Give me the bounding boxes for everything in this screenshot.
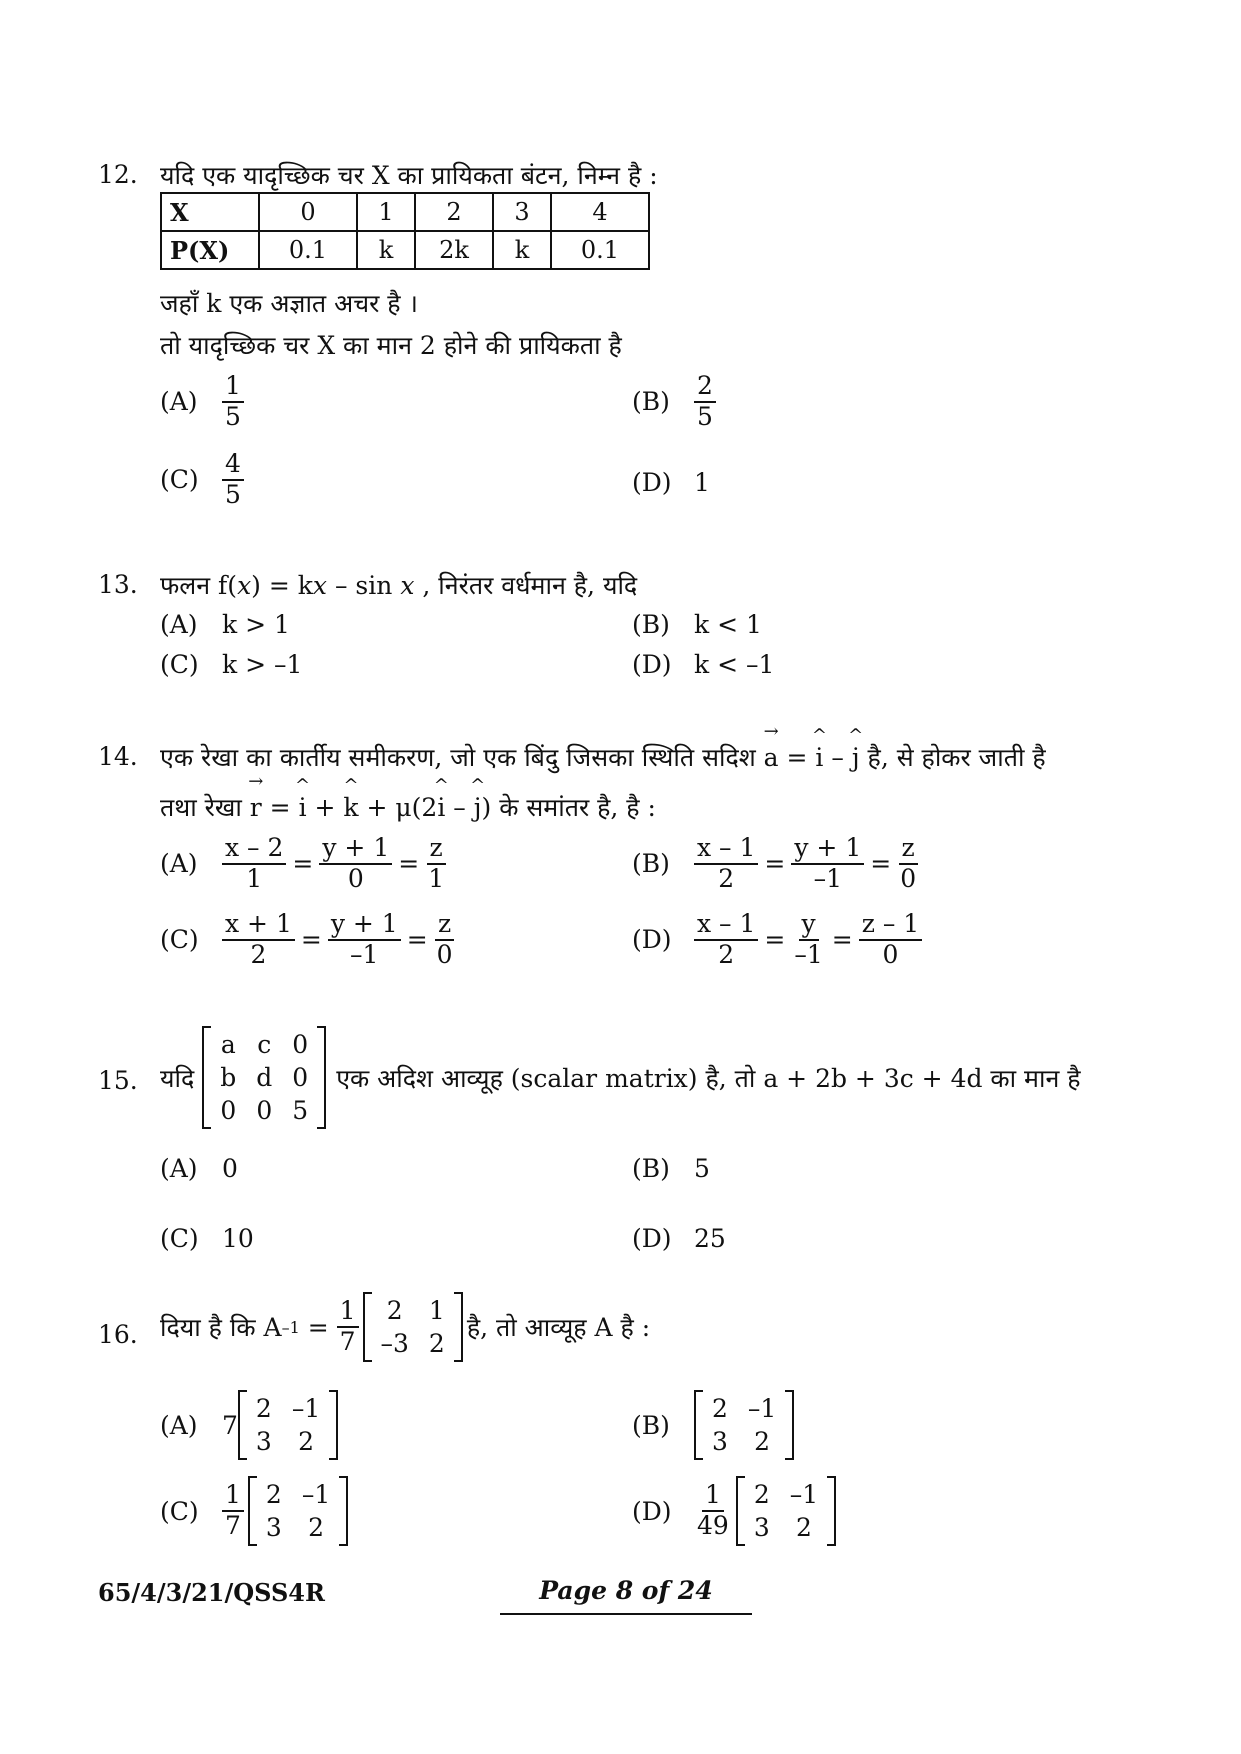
fraction: [694, 910, 758, 970]
q13-text-part: ) = k: [251, 571, 313, 600]
cartesian-equation: $\frac{x - 2}{1}$ = $\frac{y + 1}{0}$ = $\frac{z}{1}$: [222, 834, 447, 894]
q14-option-b[interactable]: [632, 834, 919, 894]
matrix-entry: 2: [265, 1480, 282, 1509]
q14-text-part: तथा रेखा: [160, 793, 242, 822]
table-cell: 1: [357, 193, 415, 231]
cartesian-equation: $\frac{x + 1}{2}$ = $\frac{y + 1}{-1}$ = $\frac{z}{0}$: [222, 910, 456, 970]
unit-vector-i: ^ i: [299, 793, 307, 822]
coefficient: 7: [222, 1410, 238, 1440]
denominator: 49: [697, 1511, 729, 1540]
denominator: 2: [718, 939, 735, 969]
fraction: [694, 1481, 732, 1541]
numerator: y + 1: [328, 910, 401, 941]
option-value: k < –1: [694, 650, 775, 679]
q12-option-a[interactable]: [160, 372, 244, 432]
q12-option-c[interactable]: [160, 450, 244, 510]
option-label: (D): [632, 1496, 672, 1526]
fraction: [434, 910, 456, 970]
vector-a: → a: [764, 743, 779, 772]
q14-mu: μ(2: [395, 793, 438, 822]
fraction: [337, 1297, 359, 1357]
cartesian-equation: $\frac{x - 1}{2}$ = $\frac{y + 1}{-1}$ = $\frac{z}{0}$: [694, 834, 919, 894]
option-label: (B): [632, 1154, 670, 1183]
matrix-entry: 0: [220, 1096, 237, 1125]
q12-line2: जहाँ k एक अज्ञात अचर है ।: [160, 289, 418, 318]
denominator: –1: [813, 863, 842, 893]
denominator: 7: [225, 1511, 241, 1540]
fraction: [319, 834, 392, 894]
q16-text-part: है, तो आव्यूह A है :: [466, 1313, 651, 1342]
option-label: (D): [632, 925, 672, 955]
matrix-entry: 0: [256, 1096, 273, 1125]
q15-option-a[interactable]: [160, 1154, 238, 1183]
fraction: [897, 834, 919, 894]
q13-variable: x: [400, 571, 415, 600]
paper-code: 65/4/3/21/QSS4R: [98, 1578, 325, 1607]
denominator: 0: [347, 863, 364, 893]
q14-option-d[interactable]: [632, 910, 922, 970]
option-label: (C): [160, 650, 199, 679]
option-label: (A): [160, 387, 198, 417]
option-label: (D): [632, 468, 672, 497]
page-number: Page 8 of 24: [500, 1576, 752, 1615]
option-value: k > 1: [222, 610, 290, 639]
q14-line1: एक रेखा का कार्तीय समीकरण, जो एक बिंदु जिसका स्थिति सदिश → a = ^ i – ^ j है, से होकर जाती है: [160, 740, 1046, 774]
table-cell: 0.1: [259, 231, 357, 269]
q14-line2: तथा रेखा → r = ^ i + ^ k + μ(2^ i – ^ j) के समांतर है, है :: [160, 790, 656, 824]
option-value: 5: [694, 1154, 710, 1183]
denominator: 1: [428, 863, 445, 893]
fraction: [694, 372, 716, 432]
option-value: k > –1: [222, 650, 303, 679]
matrix-entry: b: [220, 1063, 237, 1092]
matrix-entry: 2: [754, 1427, 771, 1456]
option-label: (D): [632, 1224, 672, 1253]
numerator: y + 1: [791, 834, 864, 865]
q15-option-b[interactable]: [632, 1154, 710, 1183]
option-label: (B): [632, 849, 670, 879]
option-matrix: [248, 1476, 348, 1546]
q16-option-d[interactable]: [632, 1476, 836, 1546]
numerator: x – 1: [694, 834, 758, 865]
q16-text: [160, 1292, 650, 1362]
numerator: z: [435, 910, 454, 941]
numerator: 1: [702, 1481, 724, 1512]
table-cell: X: [161, 193, 259, 231]
q14-paren: ): [481, 793, 492, 822]
q16-text-part: दिया है कि A: [160, 1313, 282, 1342]
denominator: 1: [246, 863, 263, 893]
q14-number: 14.: [98, 742, 138, 771]
numerator: x – 1: [694, 910, 758, 941]
matrix-entry: –1: [301, 1480, 331, 1509]
option-matrix: [238, 1390, 338, 1460]
q13-variable: x: [312, 571, 328, 600]
matrix-entry: 3: [712, 1427, 728, 1456]
table-row: [161, 193, 649, 231]
q15-text: [160, 1026, 1081, 1129]
q13-text: [160, 568, 637, 602]
numerator: x – 2: [222, 834, 286, 865]
q16-matrix: [363, 1292, 463, 1362]
numerator: z: [427, 834, 446, 865]
option-label: (C): [160, 1496, 199, 1526]
numerator: 1: [222, 372, 244, 403]
fraction: [222, 450, 244, 510]
fraction: [222, 910, 295, 970]
denominator: 0: [436, 939, 453, 969]
fraction: [791, 910, 825, 970]
matrix-entry: 2: [795, 1513, 812, 1542]
option-value: k < 1: [694, 610, 762, 639]
option-label: (C): [160, 1224, 199, 1253]
matrix-entry: 2: [386, 1296, 403, 1325]
q13-variable: x: [237, 571, 252, 600]
q14-option-a[interactable]: [160, 834, 447, 894]
matrix-entry: 2: [308, 1513, 324, 1542]
denominator: 7: [339, 1327, 356, 1356]
numerator: x + 1: [222, 910, 295, 941]
q14-option-c[interactable]: [160, 910, 456, 970]
matrix-entry: a: [220, 1030, 236, 1059]
matrix-entry: 3: [255, 1427, 272, 1456]
numerator: y + 1: [319, 834, 392, 865]
q16-option-a[interactable]: [160, 1390, 338, 1460]
table-cell: P(X): [161, 231, 259, 269]
unit-vector-i: ^ i: [437, 793, 445, 822]
q15-text-part: यदि: [160, 1063, 195, 1093]
vector-r: → r: [250, 793, 262, 822]
unit-vector-j: ^ j: [852, 743, 860, 772]
option-label: (A): [160, 610, 198, 639]
option-label: (A): [160, 849, 198, 879]
option-value: 10: [222, 1224, 254, 1253]
q16-equals: =: [299, 1312, 337, 1342]
option-label: (C): [160, 465, 199, 495]
unit-vector-i: ^ i: [815, 743, 823, 772]
q15-number: 15.: [98, 1066, 138, 1095]
q13-option-d[interactable]: [632, 650, 774, 679]
option-value: 0: [222, 1154, 238, 1183]
numerator: 2: [694, 372, 716, 403]
numerator: 1: [222, 1481, 244, 1512]
q15-option-c[interactable]: [160, 1224, 254, 1253]
cartesian-equation: $\frac{x - 1}{2}$ = $\frac{y}{-1}$ = $\frac{z - 1}{0}$: [694, 910, 922, 970]
table-cell: 3: [493, 193, 551, 231]
matrix-entry: d: [256, 1063, 273, 1092]
matrix-entry: 0: [292, 1063, 309, 1092]
matrix-entry: 2: [298, 1427, 314, 1456]
denominator: 2: [250, 939, 267, 969]
matrix-entry: 2: [712, 1394, 728, 1423]
fraction: [222, 372, 244, 432]
q14-text-part: है, से होकर जाती है: [867, 743, 1046, 772]
table-cell: 0: [259, 193, 357, 231]
fraction: [328, 910, 401, 970]
fraction: [791, 834, 864, 894]
q12-distribution-table: [160, 192, 650, 270]
fraction: [859, 910, 922, 970]
denominator: –1: [350, 939, 379, 969]
matrix-entry: 0: [292, 1030, 309, 1059]
option-matrix: [736, 1476, 836, 1546]
q16-option-c[interactable]: [160, 1476, 348, 1546]
option-label: (C): [160, 925, 199, 955]
numerator: 4: [222, 450, 244, 481]
option-label: (A): [160, 1410, 198, 1440]
table-cell: 4: [551, 193, 649, 231]
numerator: y: [799, 910, 819, 941]
q13-option-a[interactable]: [160, 610, 290, 639]
q13-text-part: फलन f(: [160, 571, 238, 600]
matrix-entry: 2: [255, 1394, 272, 1423]
q12-option-b[interactable]: [632, 372, 716, 432]
option-value: 1: [694, 468, 710, 497]
option-value: 25: [694, 1224, 726, 1253]
q14-text-part: एक रेखा का कार्तीय समीकरण, जो एक बिंदु जिसका स्थिति सदिश: [160, 743, 756, 772]
numerator: 1: [337, 1297, 359, 1328]
fraction: [694, 834, 758, 894]
q14-text-part: के समांतर है, है :: [499, 793, 656, 822]
q16-superscript: –1: [281, 1317, 300, 1337]
table-cell: 0.1: [551, 231, 649, 269]
q13-text-part: – sin: [327, 571, 401, 600]
denominator: 0: [882, 939, 899, 969]
table-row: [161, 231, 649, 269]
option-matrix: [694, 1390, 794, 1460]
q16-number: 16.: [98, 1320, 138, 1349]
matrix-entry: –1: [747, 1394, 777, 1423]
numerator: z: [899, 834, 918, 865]
matrix-entry: 2: [753, 1480, 770, 1509]
fraction: [222, 834, 286, 894]
fraction: [425, 834, 447, 894]
matrix-entry: c: [257, 1030, 272, 1059]
matrix-entry: 2: [428, 1329, 445, 1358]
matrix-entry: –3: [380, 1329, 409, 1358]
q16-option-b[interactable]: [632, 1390, 794, 1460]
q15-text-part: एक अदिश आव्यूह (scalar matrix) है, तो a + 2b + 3c + 4d का मान है: [336, 1063, 1081, 1093]
fraction: [222, 1481, 244, 1541]
numerator: z – 1: [859, 910, 922, 941]
q12-number: 12.: [98, 160, 138, 189]
table-cell: 2k: [415, 231, 493, 269]
matrix-entry: 5: [292, 1096, 309, 1125]
q12-text: यदि एक यादृच्छिक चर X का प्रायिकता बंटन, निम्न है :: [160, 161, 658, 190]
matrix-entry: 3: [753, 1513, 770, 1542]
q15-matrix: [202, 1026, 326, 1129]
option-label: (B): [632, 1410, 670, 1440]
matrix-entry: 3: [265, 1513, 282, 1542]
q12-option-d[interactable]: [632, 468, 710, 497]
q12-line3: तो यादृच्छिक चर X का मान 2 होने की प्रायिकता है: [160, 331, 622, 360]
q13-option-c[interactable]: [160, 650, 302, 679]
matrix-entry: –1: [291, 1394, 321, 1423]
table-cell: k: [357, 231, 415, 269]
q13-number: 13.: [98, 570, 138, 599]
option-label: (D): [632, 650, 672, 679]
unit-vector-k: ^ k: [343, 793, 358, 822]
denominator: 5: [225, 401, 241, 431]
denominator: –1: [794, 939, 823, 969]
table-cell: k: [493, 231, 551, 269]
option-label: (B): [632, 610, 670, 639]
q13-text-part: , निरंतर वर्धमान है, यदि: [414, 571, 638, 600]
q13-option-b[interactable]: [632, 610, 762, 639]
q15-option-d[interactable]: [632, 1224, 726, 1253]
option-label: (A): [160, 1154, 198, 1183]
denominator: 5: [225, 479, 241, 509]
denominator: 2: [718, 863, 735, 893]
table-cell: 2: [415, 193, 493, 231]
denominator: 5: [697, 401, 713, 431]
denominator: 0: [900, 863, 917, 893]
option-label: (B): [632, 387, 670, 417]
matrix-entry: 1: [428, 1296, 445, 1325]
unit-vector-j: ^ j: [474, 793, 482, 822]
matrix-entry: –1: [789, 1480, 819, 1509]
